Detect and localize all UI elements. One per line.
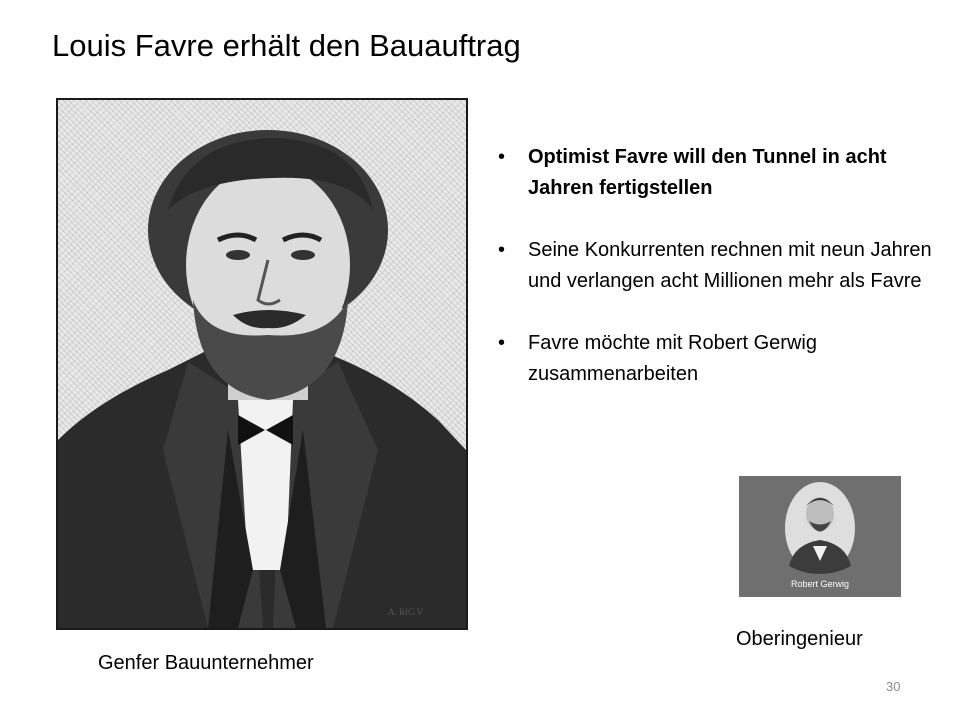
bullet-list xyxy=(498,142,948,421)
bullet-item xyxy=(498,328,948,390)
bullet-item xyxy=(498,235,948,297)
favre-portrait-image xyxy=(56,98,468,630)
bullet-item xyxy=(498,142,948,204)
bullet-symbol: • xyxy=(498,146,506,168)
bullet-text: Optimist Favre will den Tunnel in acht Jahren fertigstellen xyxy=(528,146,887,199)
bullet-symbol: • xyxy=(498,239,506,261)
page-number: 30 xyxy=(886,679,901,694)
gerwig-photo xyxy=(739,476,901,597)
svg-text:A. RIG.V: A. RIG.V xyxy=(388,607,424,617)
portrait-caption: Genfer Bauunternehmer xyxy=(98,652,314,674)
bullet-symbol: • xyxy=(498,332,506,354)
gerwig-photo-label: Robert Gerwig xyxy=(790,579,850,589)
slide-title: Louis Favre erhält den Bauauftrag xyxy=(52,28,521,63)
favre-engraving-illustration xyxy=(58,100,466,628)
bullet-text: Seine Konkurrenten rechnen mit neun Jahren und verlangen acht Millionen mehr als Favre xyxy=(528,239,932,292)
gerwig-caption: Oberingenieur xyxy=(736,628,863,650)
bullet-text: Favre möchte mit Robert Gerwig zusammenarbeiten xyxy=(528,332,817,385)
